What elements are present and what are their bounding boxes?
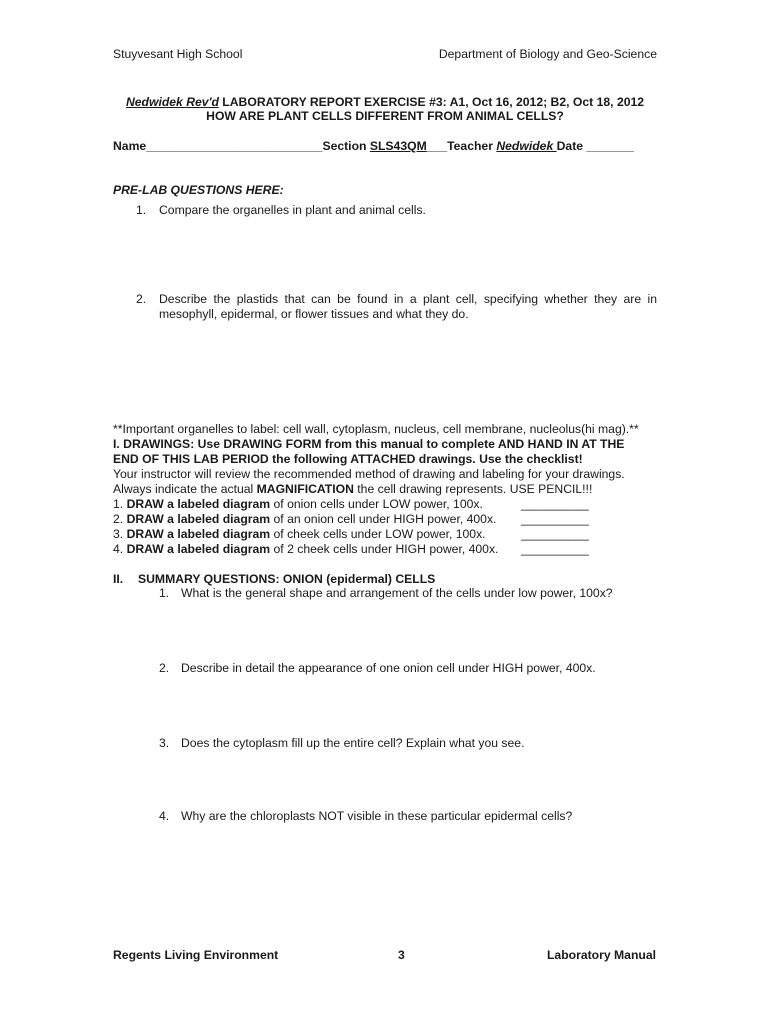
report-title-line2: HOW ARE PLANT CELLS DIFFERENT FROM ANIMAL CELLS? xyxy=(206,109,564,123)
drawing-item-description: of cheek cells under LOW power, 100x. xyxy=(270,527,486,541)
drawing-item-number: 4. xyxy=(113,542,127,556)
section-blank: ___ xyxy=(426,139,448,153)
header-school: Stuyvesant High School xyxy=(113,47,243,61)
name-label: Name xyxy=(113,139,147,153)
footer-course: Regents Living Environment xyxy=(113,948,279,962)
prelab-q1-text: Compare the organelles in plant and animal cells. xyxy=(159,203,426,217)
drawing-item-3 xyxy=(113,527,486,541)
organelles-note: **Important organelles to label: cell wall, cytoplasm, nucleus, cell membrane, nucleolus(hi mag).** xyxy=(113,422,639,436)
drawing-item-instruction: DRAW a labeled diagram xyxy=(126,512,271,526)
header-department: Department of Biology and Geo-Science xyxy=(438,47,657,61)
magnification-keyword: MAGNIFICATION xyxy=(256,482,354,496)
section-label: Section xyxy=(322,139,370,153)
prelab-heading: PRE-LAB QUESTIONS HERE: xyxy=(113,183,284,197)
summary-roman-numeral: II. xyxy=(113,572,124,586)
drawing-item-instruction: DRAW a labeled diagram xyxy=(126,527,271,541)
teacher-label: Teacher xyxy=(447,139,497,153)
report-title-line1 xyxy=(0,95,770,109)
drawings-heading-line1: I. DRAWINGS: Use DRAWING FORM from this manual to complete AND HAND IN AT THE xyxy=(113,437,625,451)
summary-q2-number: 2. xyxy=(159,661,170,675)
summary-q1-number: 1. xyxy=(159,586,170,600)
summary-q4-text: Why are the chloroplasts NOT visible in these particular epidermal cells? xyxy=(181,809,573,823)
drawings-heading-line2: END OF THIS LAB PERIOD the following ATTACHED drawings. Use the checklist! xyxy=(113,452,583,466)
author-revision: Nedwidek Rev'd xyxy=(125,95,219,109)
prelab-q2-number: 2. xyxy=(136,292,147,306)
section-value: SLS43QM xyxy=(369,139,427,153)
summary-q1-text: What is the general shape and arrangement of the cells under low power, 100x? xyxy=(181,586,613,600)
summary-heading: SUMMARY QUESTIONS: ONION (epidermal) CELLS xyxy=(138,572,436,586)
drawing-item-number: 3. xyxy=(113,527,127,541)
footer-page-number: 3 xyxy=(398,948,405,962)
summary-q3-number: 3. xyxy=(159,736,170,750)
magnification-note-pre: Always indicate the actual xyxy=(113,482,257,496)
prelab-q1-number: 1. xyxy=(136,203,147,217)
summary-q2-text: Describe in detail the appearance of one onion cell under HIGH power, 400x. xyxy=(181,661,596,675)
drawing-item-number: 1. xyxy=(113,497,127,511)
student-info-line xyxy=(113,139,634,153)
drawing-item-description: of 2 cheek cells under HIGH power, 400x. xyxy=(270,542,499,556)
name-blank[interactable]: __________________________ xyxy=(146,139,323,153)
date-label[interactable]: Date _______ xyxy=(556,139,634,153)
drawing-item-description: of an onion cell under HIGH power, 400x. xyxy=(270,512,497,526)
teacher-value: Nedwidek xyxy=(496,139,557,153)
drawing-item-description: of onion cells under LOW power, 100x. xyxy=(270,497,483,511)
drawing-item-number: 2. xyxy=(113,512,127,526)
summary-q3-text: Does the cytoplasm fill up the entire cell? Explain what you see. xyxy=(181,736,525,750)
drawing-item-2-blank[interactable]: __________ xyxy=(521,512,589,526)
footer-manual: Laboratory Manual xyxy=(546,948,656,962)
magnification-note xyxy=(113,482,592,496)
drawing-item-instruction: DRAW a labeled diagram xyxy=(126,497,271,511)
magnification-note-post: the cell drawing represents. USE PENCIL!!! xyxy=(353,482,593,496)
drawing-item-2 xyxy=(113,512,496,526)
drawing-item-instruction: DRAW a labeled diagram xyxy=(126,542,271,556)
drawing-item-4-blank[interactable]: __________ xyxy=(521,542,589,556)
drawing-item-4 xyxy=(113,542,498,556)
summary-q4-number: 4. xyxy=(159,809,170,823)
drawing-item-1 xyxy=(113,497,483,511)
title-exercise: LABORATORY REPORT EXERCISE #3: A1, Oct 16, 2012; B2, Oct 18, 2012 xyxy=(218,95,645,109)
prelab-q2-text: Describe the plastids that can be found in a plant cell, specifying whether they are in mesophyll, epidermal, or flower tissues and what they do. xyxy=(159,292,657,321)
drawing-item-3-blank[interactable]: __________ xyxy=(521,527,589,541)
drawing-item-1-blank[interactable]: __________ xyxy=(521,497,589,511)
review-note: Your instructor will review the recommended method of drawing and labeling for your drawings. xyxy=(113,467,625,481)
